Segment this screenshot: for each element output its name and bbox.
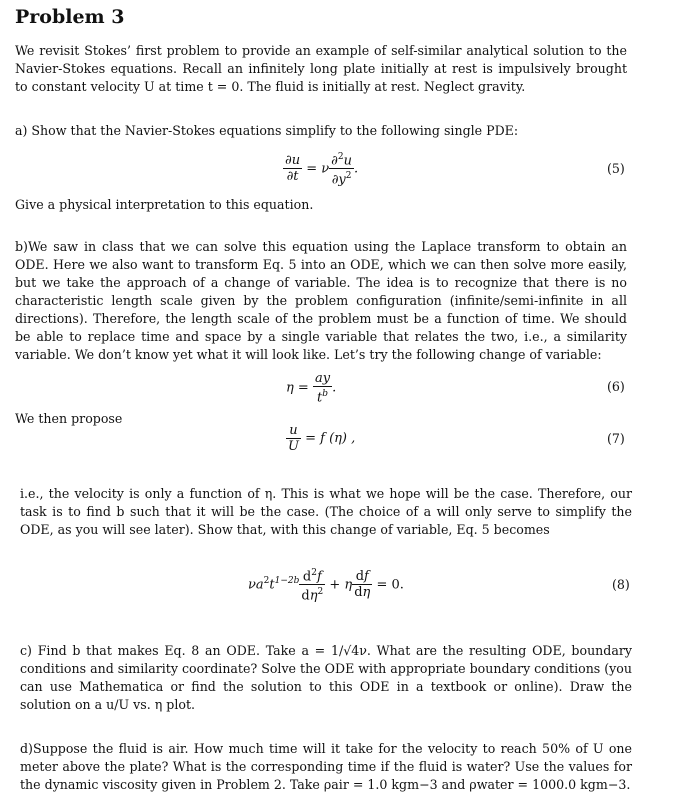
- equation-5: $\frac{\partial u}{\partial t}$ = ν $\frac{\partial^2u}{\partial y^2}$ .: [285, 152, 359, 188]
- equation-7: $\frac{u}{U}$ = f (η) ,: [288, 423, 356, 454]
- problem-title: Problem 3: [15, 6, 125, 28]
- equation-8: $\nu a^2t^{1-2b}$ $\frac{d^2f}{d\eta^2}$ + η $\frac{df}{d\eta}$ = 0.: [248, 568, 404, 604]
- part-a-interpretation: Give a physical interpretation to this equation.: [15, 197, 314, 212]
- equation-8-label: (8): [612, 577, 630, 592]
- part-c-paragraph: c) Find b that makes Eq. 8 an ODE. Take a = 1/√4ν. What are the resulting ODE, boundary conditions and similarity coordinate? Solve the ODE with appropriate boundary conditions (you can use Mathematica or find the solution to this ODE in a textbook or online). Draw the solution on a u/U vs. η plot.: [20, 643, 632, 712]
- part-b-paragraph: b)We saw in class that we can solve this equation using the Laplace transform to obtain an ODE. Here we also want to transform Eq. 5 into an ODE, which we can then solve more easily, but we take the approach of a change of variable. The idea is to recognize that there is no characteristic length scale given by the problem configuration (infinite/semi-infinite in all directions). Therefore, the length scale of the problem must be a function of time. We should be able to replace time and space by a single variable that relates the two, i.e., a similarity variable. We don’t know yet what it will look like. Let’s try the following change of variable:: [15, 239, 627, 362]
- equation-5-label: (5): [607, 161, 625, 176]
- equation-6-label: (6): [607, 379, 625, 394]
- intro-paragraph: We revisit Stokes’ first problem to provide an example of self-similar analytical solution to the Navier-Stokes equations. Recall an infinitely long plate initially at rest is impulsively brought to constant velocity U at time t = 0. The fluid is initially at rest. Neglect gravity.: [15, 43, 627, 94]
- part-d-paragraph: d)Suppose the fluid is air. How much time will it take for the velocity to reach 50% of U one meter above the plate? What is the corresponding time if the fluid is water? Use the values for the dynamic viscosity given in Problem 2. Take ρair = 1.0 kgm−3 and ρwater = 1000.0 kgm−3.: [20, 741, 632, 792]
- propose-text: We then propose: [15, 411, 123, 426]
- equation-6: η = $\frac{ay}{t^b}$ .: [286, 371, 337, 406]
- equation-7-label: (7): [607, 431, 625, 446]
- part-a-prompt: a) Show that the Navier-Stokes equations simplify to the following single PDE:: [15, 123, 519, 138]
- part-b-after: i.e., the velocity is only a function of η. This is what we hope will be the case. Therefore, our task is to find b such that it will be the case. (The choice of a will only serve to simplify the ODE, as you will see later). Show that, with this change of variable, Eq. 5 becomes: [20, 486, 632, 537]
